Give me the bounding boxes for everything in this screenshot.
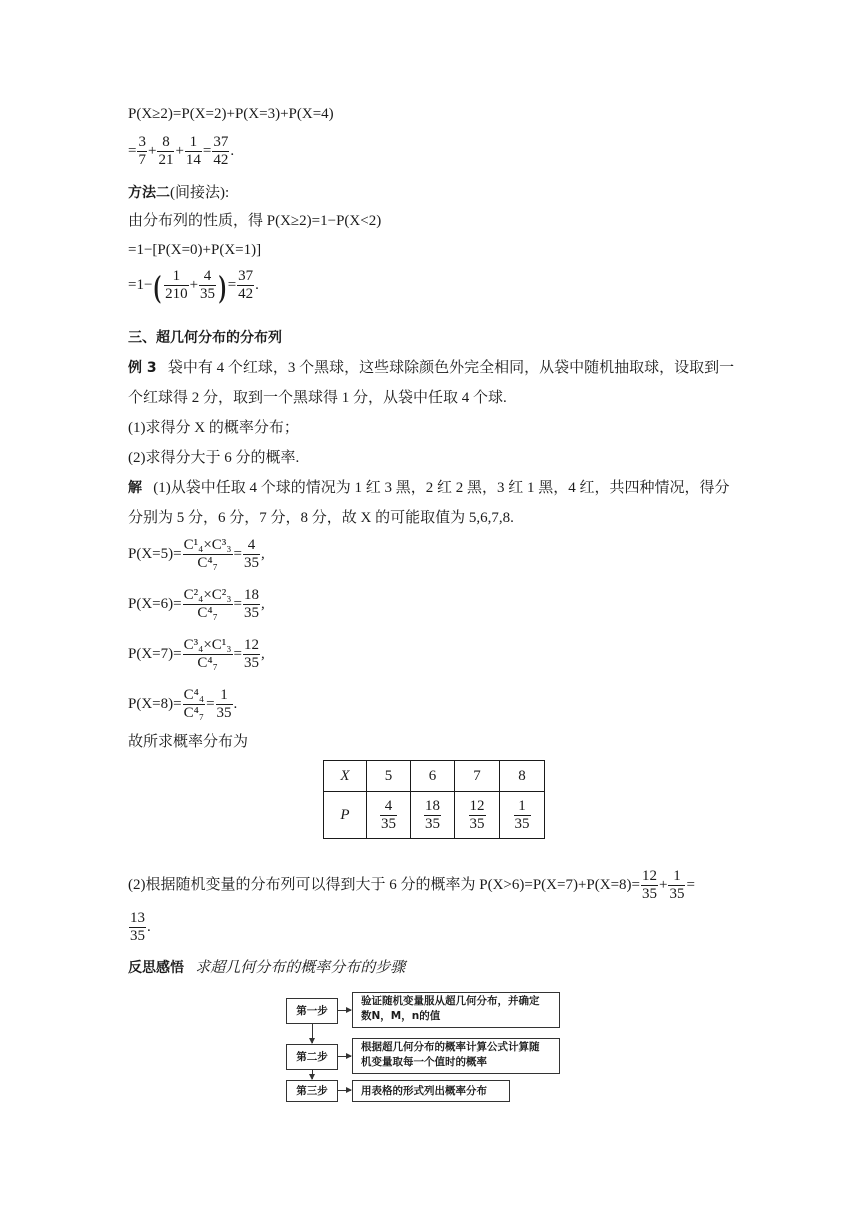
example-line1 [128,358,734,378]
arrow-down-icon [312,1023,313,1043]
fraction: $\frac{12}{35}$ [642,868,657,902]
flow-step-box: 第二步 [286,1044,338,1070]
arrow-right-icon [337,1090,351,1091]
table-cell: $\frac{4}{35}$ [367,792,411,839]
table-cell: $\frac{12}{35}$ [455,792,500,839]
solution-label: 解 [128,480,142,496]
solution-line2: 分别为 5 分，6 分，7 分，8 分，故 X 的可能取值为 5,6,7,8. [128,510,514,526]
fraction-result: $\frac{18}{35}$ [244,587,259,621]
flow-desc-box: 根据超几何分布的概率计算公式计算随 机变量取每一个值时的概率 [352,1038,560,1074]
table-cell: 7 [455,761,500,792]
reflection-line [128,958,405,978]
prob-row: P(X=6)= $\frac{\text{C²₄×C²₃}}{\text{C⁴₇}}$ = $\frac{18}{35}$ , [128,587,265,621]
table-cell: $\frac{1}{35}$ [500,792,545,839]
prob-row: P(X=8)= $\frac{\text{C⁴₄}}{\text{C⁴₇}}$ = $\frac{1}{35}$ . [128,687,238,721]
fraction: $\frac{\text{C⁴₄}}{\text{C⁴₇}}$ [183,687,205,721]
arrow-right-icon [337,1010,351,1011]
fraction: $\frac{4}{35}$ [200,268,216,302]
solution-text: (1)从袋中任取 4 个球的情况为 1 红 3 黑，2 红 2 黑，3 红 1 黑，4 红，共四种情况，得分 [153,480,730,496]
fraction-result: $\frac{12}{35}$ [244,637,259,671]
arrow-right-icon [337,1056,351,1057]
flow-desc-box: 验证随机变量服从超几何分布，并确定 数N，M，n的值 [352,992,560,1028]
flow-desc-box: 用表格的形式列出概率分布 [352,1080,510,1102]
table-cell: 5 [367,761,411,792]
prob-row: P(X=5)= $\frac{\text{C¹₄×C³₃}}{\text{C⁴₇}}$ = $\frac{4}{35}$ , [128,537,265,571]
flow-step-box: 第一步 [286,998,338,1024]
fraction: $\frac{1}{210}$ [165,268,188,302]
fraction-result: $\frac{4}{35}$ [244,537,259,571]
method1-line1 [128,104,334,124]
reflection-text: 求超几何分布的概率分布的步骤 [195,960,406,976]
method2-note: (间接法): [170,185,230,201]
prob-row: P(X=7)= $\frac{\text{C³₄×C¹₃}}{\text{C⁴₇}}$ = $\frac{12}{35}$ , [128,637,265,671]
fraction: $\frac{3}{7}$ [138,134,146,168]
fraction-result: $\frac{37}{42}$ [213,134,229,168]
method2-sum: =1−( $\frac{1}{210}$ + $\frac{4}{35}$ ) = $\frac{37}{42}$ . [128,267,259,304]
table-row [324,761,545,792]
part2-result: $\frac{13}{35}$ . [130,910,151,944]
fraction-result: $\frac{13}{35}$ [130,910,145,944]
fraction-result: $\frac{37}{42}$ [238,268,254,302]
table-cell: 6 [411,761,455,792]
distribution-table [323,760,545,839]
example-label: 例 3 [128,360,157,376]
left-paren: ( [154,267,162,304]
part2-line: (2)根据随机变量的分布列可以得到大于 6 分的概率为 P(X>6)=P(X=7)+P(X=8)= $\frac{12}{35}$ + $\frac{1}{35}$ = [128,868,695,902]
question-2: (2)求得分大于 6 分的概率. [128,450,300,466]
method2-line1: 由分布列的性质，得 P(X≥2)=1−P(X<2) [128,213,382,229]
method2-title: 方法二 [128,185,170,201]
arrow-down-icon [312,1069,313,1079]
fraction: $\frac{\text{C³₄×C¹₃}}{\text{C⁴₇}}$ [183,637,232,671]
section-heading: 三、超几何分布的分布列 [128,330,282,346]
table-header-cell: X [324,761,367,792]
method2-line2: =1−[P(X=0)+P(X=1)] [128,242,262,258]
fraction: $\frac{1}{14}$ [185,134,201,168]
solution-line1 [128,478,730,498]
reflection-label: 反思感悟 [128,960,184,976]
flow-step-box: 第三步 [286,1080,338,1102]
method1-sum: = $\frac{3}{7}$ + $\frac{8}{21}$ + $\frac{1}{14}$ = $\frac{37}{42}$ . [128,134,235,168]
method2-heading [128,183,229,203]
example-text: 袋中有 4 个红球，3 个黑球，这些球除颜色外完全相同，从袋中随机抽取球，设取到一 [167,360,735,376]
table-cell: 8 [500,761,545,792]
fraction: $\frac{1}{35}$ [669,868,685,902]
fraction: $\frac{\text{C¹₄×C³₃}}{\text{C⁴₇}}$ [183,537,232,571]
table-row [324,792,545,839]
fraction: $\frac{8}{21}$ [158,134,174,168]
right-paren: ) [218,267,227,304]
dist-intro: 故所求概率分布为 [128,734,249,750]
table-cell: $\frac{18}{35}$ [411,792,455,839]
fraction: $\frac{\text{C²₄×C²₃}}{\text{C⁴₇}}$ [183,587,232,621]
table-header-cell: P [324,792,367,839]
fraction-result: $\frac{1}{35}$ [216,687,232,721]
question-1: (1)求得分 X 的概率分布； [128,420,299,436]
example-line2: 个红球得 2 分，取到一个黑球得 1 分，从袋中任取 4 个球. [128,390,507,406]
method1-equation: P(X≥2)=P(X=2)+P(X=3)+P(X=4) [128,106,334,122]
